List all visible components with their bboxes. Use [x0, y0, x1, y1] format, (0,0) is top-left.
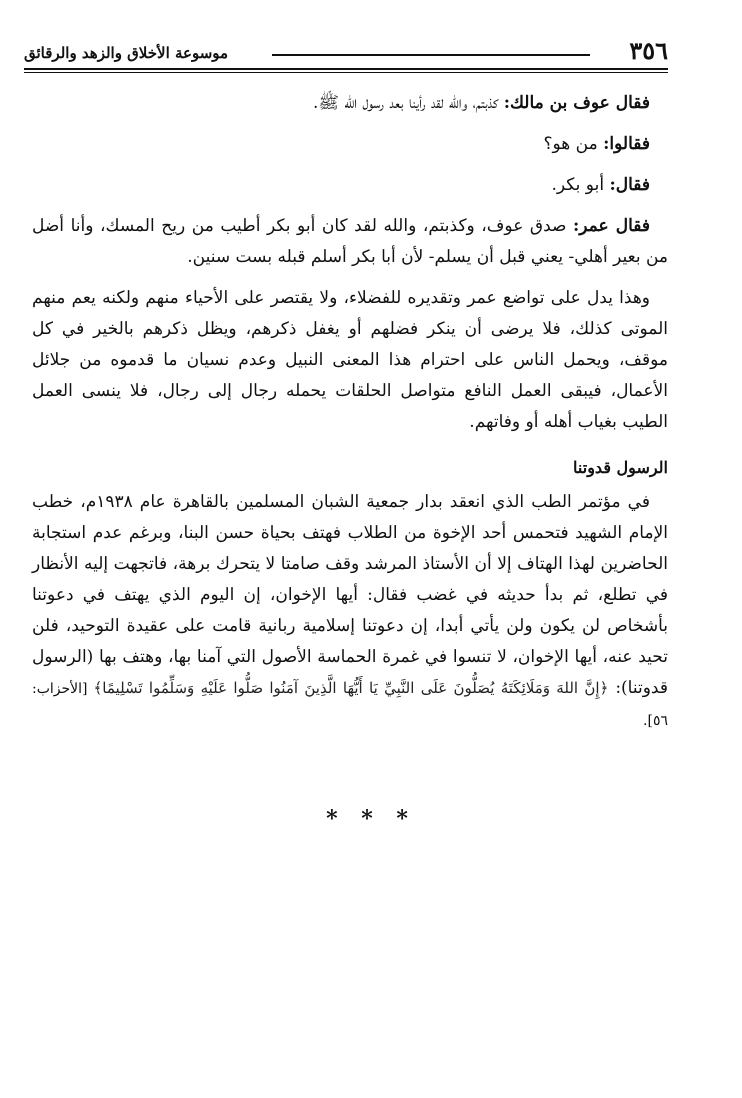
speaker-label: فقالوا:: [603, 134, 650, 154]
quran-verse: ﴿إِنَّ اللهَ وَمَلَائِكَتَهُ يُصَلُّونَ عَلَى النَّبِيِّ يَا أَيُّهَا الَّذِينَ آمَنُوا صَلُّوا عَلَيْهِ وَسَلِّمُوا تَسْلِيمًا﴾: [93, 679, 609, 697]
paragraph-text: من هو؟: [543, 134, 604, 154]
speaker-label: فقال:: [609, 175, 650, 195]
paragraph-umar-statement: [32, 211, 668, 273]
speaker-label: فقال عمر:: [573, 216, 650, 236]
paragraph-conference-story: [32, 487, 668, 737]
header-rule: [272, 54, 590, 56]
paragraph-text: أبو بكر.: [551, 175, 610, 195]
paragraph-abu-bakr: [32, 170, 668, 201]
running-header: [24, 36, 668, 70]
paragraph-who-question: [32, 129, 668, 160]
paragraph-awf-reply: [32, 88, 668, 119]
book-title: موسوعة الأخلاق والزهد والرقائق: [24, 44, 229, 62]
section-heading: الرسول قدوتنا: [573, 458, 668, 477]
paragraph-text: صدق عوف، وكذبتم، والله لقد كان أبو بكر أطيب من ريح المسك، وأنا أضل من بعير أهلي- يعني قبل أن يسلم- لأن أبا بكر أسلم قبله بست سنين.: [32, 216, 668, 267]
section-separator: * * *: [326, 806, 416, 832]
paragraph-text: في مؤتمر الطب الذي انعقد بدار جمعية الشبان المسلمين بالقاهرة عام ١٩٣٨م، خطب الإمام الشهيد فتحمس أحد الإخوة من الطلاب فهتف بحياة حسن البنا، وبرغم عدم استجابة الحاضرين لهذا الهتاف إلا أن الأستاذ المرشد وقف صامتا لا يتحرك برهة، فاتجهت إليه الأنظار في تطلع، ثم بدأ حديثه في غضب فقال: أيها الإخوان، إن اليوم الذي يهتف في دعوتنا بأشخاص لن يكون ولن يأتي أبدا، إن دعوتنا إسلامية ربانية قامت على عقيدة التوحيد، فلن تحيد عنه، أيها الإخوان، لا تنسوا في غمرة الحماسة الأصول التي آمنا بها، وهتف بها (الرسول قدوتنا):: [32, 492, 668, 698]
paragraph-text: كذبتم، والله لقد رأينا بعد رسول الله ﷺ.: [312, 93, 504, 113]
speaker-label: فقال عوف بن مالك:: [503, 93, 650, 113]
page-body: [32, 88, 668, 747]
page-number: ٣٥٦: [629, 36, 668, 65]
paragraph-commentary: وهذا يدل على تواضع عمر وتقديره للفضلاء، ولا يقتصر على الأحياء منهم ولكنه يعم منهم الموتى كذلك، فلا يرضى أن ينكر فضلهم أو يغفل ذكرهم، ويظل ذكرهم بالخير في كل موقف، ويحمل الناس على احترام هذا المعنى النبيل وعدم نسيان ما قدموه من جلائل الأعمال، فيبقى العمل النافع متواصل الحلقات يحمله رجال إلى رجال، فلا ينسى العمل الطيب بغياب أهله أو وفاتهم.: [32, 288, 668, 432]
verse-citation: [الأحزاب: ٥٦].: [32, 681, 668, 729]
header-underline: [24, 68, 668, 73]
